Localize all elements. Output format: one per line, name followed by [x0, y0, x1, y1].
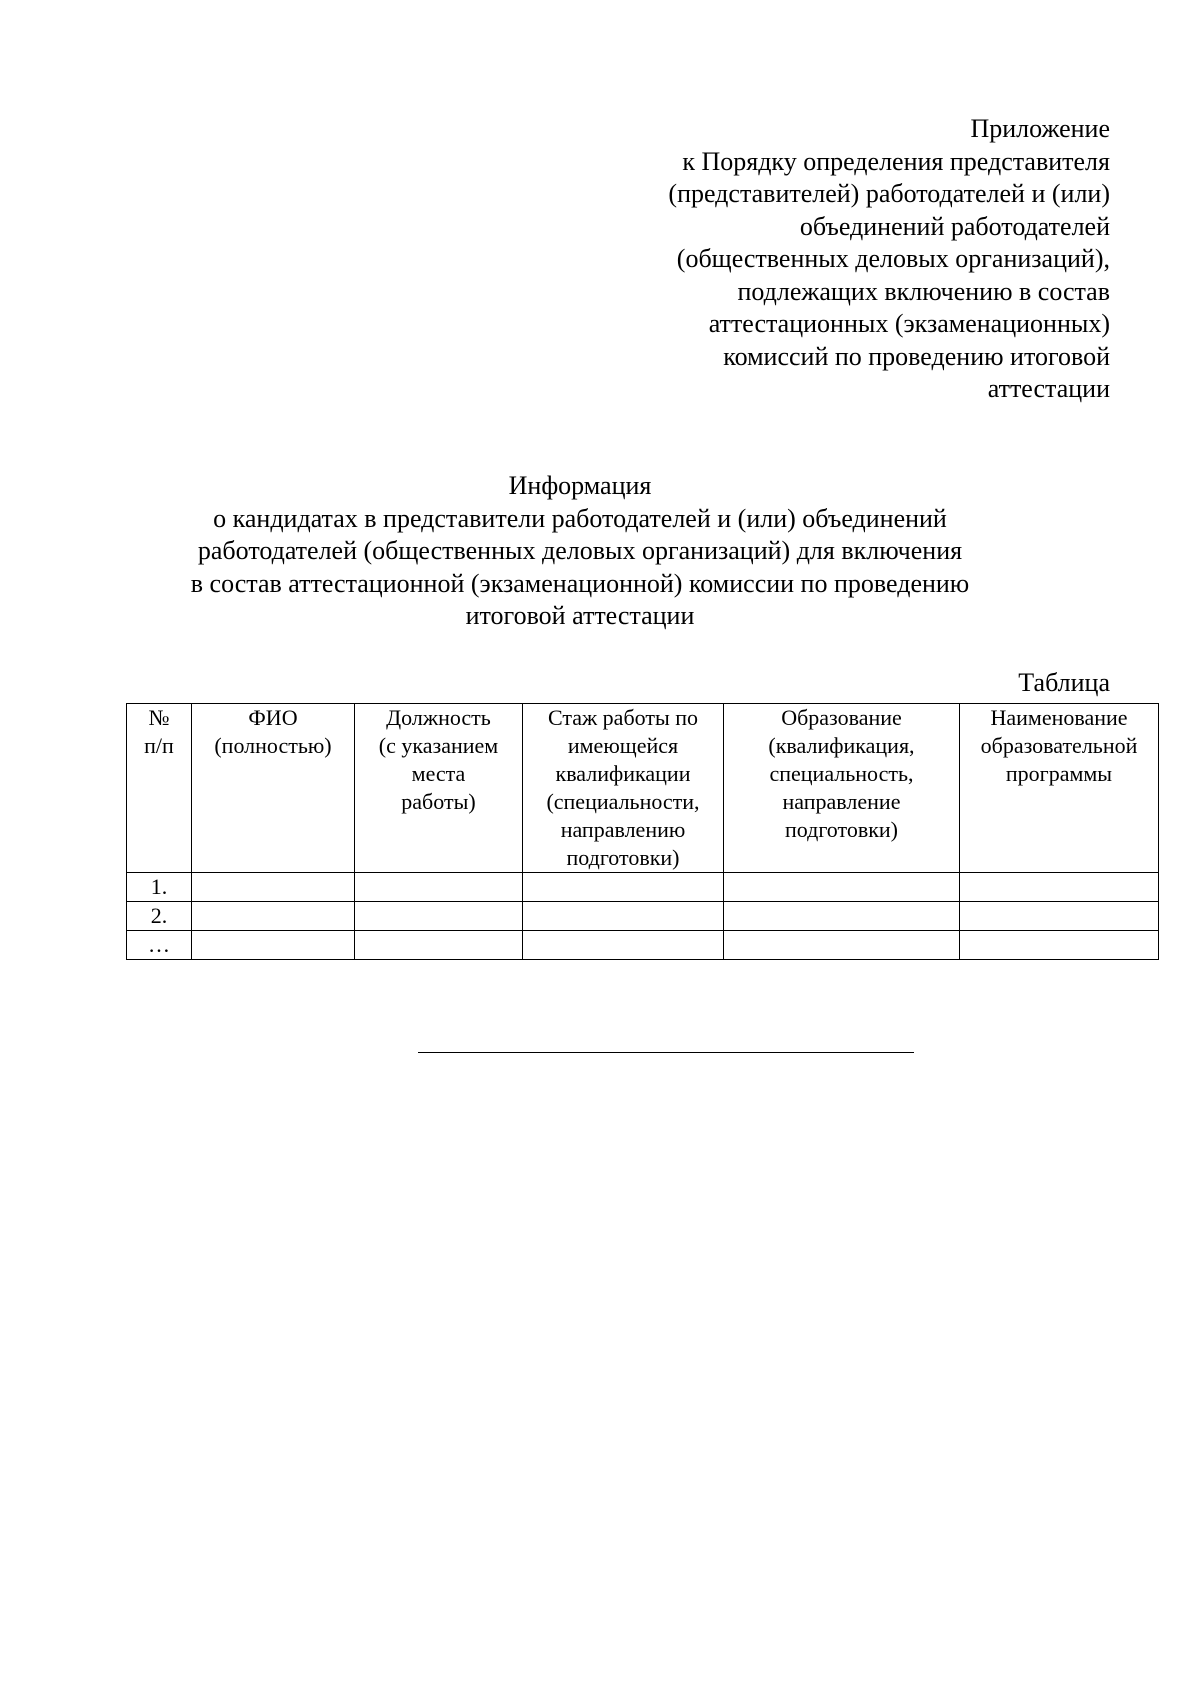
table-cell [523, 931, 724, 960]
table-header-row [127, 704, 1159, 873]
appendix-line: объединений работодателей [799, 211, 1110, 241]
table-cell [523, 902, 724, 931]
title-line: итоговой аттестации [465, 601, 695, 630]
appendix-line: Приложение [970, 114, 1110, 143]
header-label: Стаж работы по имеющейся квалификации (специальности, направлению подготовки) [546, 705, 700, 870]
appendix-line: комиссий по проведению итоговой [723, 341, 1110, 371]
header-label: Наименование образовательной программы [980, 705, 1138, 786]
appendix-line: аттестации [987, 374, 1110, 403]
table-row [127, 931, 1159, 960]
table-cell [960, 902, 1159, 931]
table-cell [355, 931, 523, 960]
title-line: Информация [508, 471, 652, 500]
table-cell [523, 873, 724, 902]
table-cell [724, 873, 960, 902]
title-line: работодателей (общественных деловых организаций) для включения [197, 536, 963, 565]
appendix-line: аттестационных (экзаменационных) [708, 309, 1110, 338]
header-cell-experience [523, 704, 724, 873]
header-label: Должность (с указанием места работы) [378, 705, 499, 814]
header-cell-program [960, 704, 1159, 873]
header-label: № п/п [144, 705, 174, 758]
title-line: в состав аттестационной (экзаменационной) комиссии по проведению [190, 568, 970, 598]
table-row [127, 902, 1159, 931]
table-cell [192, 902, 355, 931]
table-cell [960, 873, 1159, 902]
appendix-line: (представителей) работодателей и (или) [668, 179, 1110, 208]
table-cell [724, 902, 960, 931]
table-cell [192, 873, 355, 902]
header-cell-number [127, 704, 192, 873]
candidates-table [126, 703, 1159, 960]
closing-separator-line [418, 1052, 914, 1053]
header-label: Образование (квалификация, специальность, направление подготовки) [768, 705, 915, 842]
header-cell-education [724, 704, 960, 873]
header-cell-position [355, 704, 523, 873]
table-cell [355, 873, 523, 902]
document-title [20, 470, 1140, 633]
table-cell-number: 1. [127, 873, 192, 902]
header-label: ФИО (полностью) [214, 705, 332, 758]
appendix-header [510, 113, 1110, 406]
table-cell [724, 931, 960, 960]
appendix-line: подлежащих включению в состав [737, 276, 1110, 306]
table-cell [960, 931, 1159, 960]
table-cell-number: … [127, 931, 192, 960]
table-cell-number: 2. [127, 902, 192, 931]
title-line: о кандидатах в представители работодателей и (или) объединений [213, 503, 947, 533]
appendix-line: (общественных деловых организаций), [676, 244, 1110, 273]
appendix-line: к Порядку определения представителя [682, 146, 1110, 176]
table-row [127, 873, 1159, 902]
table-cell [355, 902, 523, 931]
table-cell [192, 931, 355, 960]
header-cell-name [192, 704, 355, 873]
table-caption: Таблица [1018, 668, 1110, 697]
